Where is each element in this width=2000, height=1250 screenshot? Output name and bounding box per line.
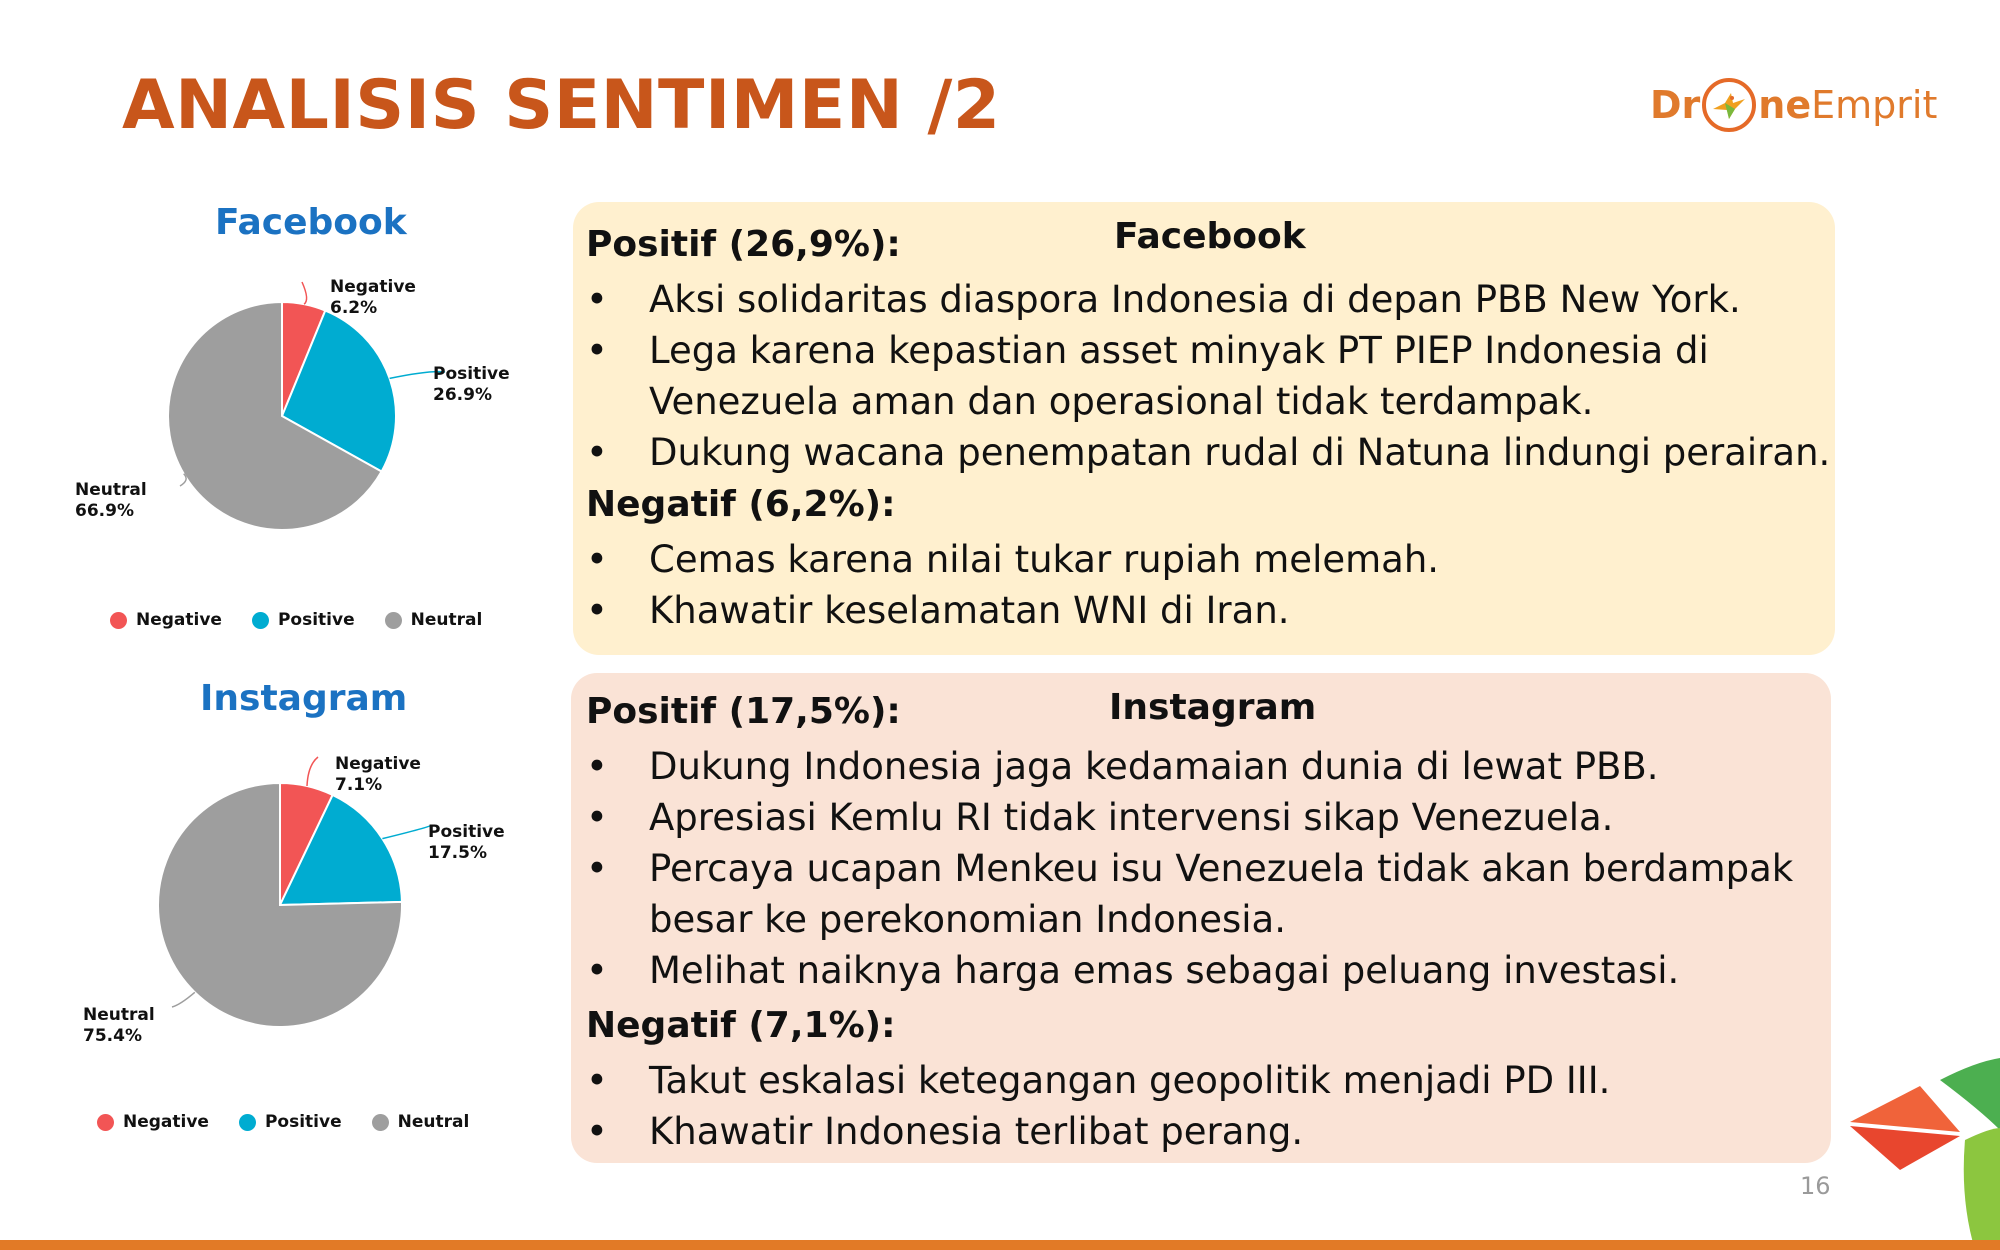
bullet-item bbox=[586, 534, 1848, 585]
facebook-negative-list bbox=[586, 534, 1848, 636]
bullet-mark: • bbox=[586, 1110, 608, 1153]
legend-positive-label: Positive bbox=[264, 1112, 342, 1132]
facebook-legend bbox=[110, 610, 482, 630]
ig-negative-label-name: Negative bbox=[335, 754, 421, 774]
neutral-dot-icon bbox=[385, 612, 402, 629]
bullet-mark: • bbox=[586, 538, 608, 581]
fb-neutral-label bbox=[75, 480, 147, 522]
fb-negative-label bbox=[330, 277, 416, 319]
instagram-positive-list bbox=[586, 741, 1846, 996]
facebook-pie-chart bbox=[60, 260, 560, 580]
fb-negative-label-value: 6.2% bbox=[330, 298, 378, 318]
ig-neutral-label-name: Neutral bbox=[83, 1005, 155, 1025]
bullet-text: Khawatir Indonesia terlibat perang. bbox=[649, 1110, 1304, 1153]
negative-dot-icon bbox=[110, 612, 127, 629]
slide-title: ANALISIS SENTIMEN /2 bbox=[122, 66, 1001, 145]
callout-line-positive bbox=[382, 825, 432, 839]
bullet-text: Takut eskalasi ketegangan geopolitik menjadi PD III. bbox=[649, 1059, 1611, 1102]
legend-item-negative bbox=[97, 1112, 209, 1132]
logo-text-dr: Dr bbox=[1650, 83, 1701, 127]
neutral-dot-icon bbox=[372, 1114, 389, 1131]
page-number: 16 bbox=[1800, 1172, 1831, 1200]
bottom-accent-bar bbox=[0, 1240, 2000, 1250]
positive-dot-icon bbox=[252, 612, 269, 629]
bullet-item bbox=[586, 792, 1846, 843]
legend-item-neutral bbox=[372, 1112, 470, 1132]
negative-dot-icon bbox=[97, 1114, 114, 1131]
bullet-text: Aksi solidaritas diaspora Indonesia di depan PBB New York. bbox=[649, 278, 1741, 321]
positive-dot-icon bbox=[239, 1114, 256, 1131]
ig-positive-label-name: Positive bbox=[428, 822, 505, 842]
facebook-positive-header: Positif (26,9%): bbox=[586, 224, 901, 265]
fb-positive-label-value: 26.9% bbox=[433, 385, 492, 405]
instagram-box-title: Instagram bbox=[1109, 687, 1317, 728]
ig-positive-label bbox=[428, 822, 505, 864]
bullet-mark: • bbox=[586, 796, 608, 839]
facebook-chart-title: Facebook bbox=[215, 202, 407, 243]
legend-item-negative bbox=[110, 610, 222, 630]
instagram-legend bbox=[97, 1112, 469, 1132]
callout-line-neutral bbox=[180, 474, 186, 486]
callout-line-neutral bbox=[172, 992, 195, 1007]
bullet-text: Khawatir keselamatan WNI di Iran. bbox=[649, 589, 1290, 632]
instagram-chart-title: Instagram bbox=[200, 678, 408, 719]
logo-text-emprit: Emprit bbox=[1811, 83, 1938, 127]
ig-neutral-label-value: 75.4% bbox=[83, 1026, 142, 1046]
instagram-negative-list bbox=[586, 1055, 1846, 1157]
callout-line-negative bbox=[302, 282, 307, 304]
legend-item-positive bbox=[239, 1112, 342, 1132]
bullet-text: Cemas karena nilai tukar rupiah melemah. bbox=[649, 538, 1440, 581]
ig-negative-label-value: 7.1% bbox=[335, 775, 383, 795]
bullet-text: Dukung wacana penempatan rudal di Natuna lindungi perairan. bbox=[649, 431, 1831, 474]
facebook-sentiment-box bbox=[573, 202, 1835, 655]
legend-neutral-label: Neutral bbox=[397, 1112, 470, 1132]
fb-neutral-label-value: 66.9% bbox=[75, 501, 134, 521]
bullet-item bbox=[586, 945, 1846, 996]
callout-line-negative bbox=[307, 757, 318, 786]
legend-negative-label: Negative bbox=[136, 610, 222, 630]
bullet-item bbox=[586, 741, 1846, 792]
facebook-negative-header: Negatif (6,2%): bbox=[586, 484, 896, 525]
legend-item-neutral bbox=[385, 610, 483, 630]
bullet-item bbox=[586, 585, 1848, 636]
instagram-sentiment-box bbox=[571, 673, 1831, 1163]
bullet-mark: • bbox=[586, 1059, 608, 1102]
legend-negative-label: Negative bbox=[123, 1112, 209, 1132]
bullet-text: Apresiasi Kemlu RI tidak intervensi sikap Venezuela. bbox=[649, 796, 1614, 839]
bullet-mark: • bbox=[586, 949, 608, 992]
fb-positive-label-name: Positive bbox=[433, 364, 510, 384]
bullet-text: Melihat naiknya harga emas sebagai peluang investasi. bbox=[649, 949, 1680, 992]
bullet-text: Lega karena kepastian asset minyak PT PIEP Indonesia di Venezuela aman dan operasional tidak terdampak. bbox=[649, 329, 1709, 423]
bullet-mark: • bbox=[586, 847, 608, 890]
ig-negative-label bbox=[335, 754, 421, 796]
bullet-mark: • bbox=[586, 745, 608, 788]
legend-item-positive bbox=[252, 610, 355, 630]
fb-neutral-label-name: Neutral bbox=[75, 480, 147, 500]
decorative-leaf-icon bbox=[1840, 1050, 2000, 1250]
instagram-positive-header: Positif (17,5%): bbox=[586, 691, 901, 732]
bullet-mark: • bbox=[586, 431, 608, 474]
facebook-positive-list bbox=[586, 274, 1848, 478]
bullet-mark: • bbox=[586, 278, 608, 321]
logo-text-ne: ne bbox=[1758, 83, 1812, 127]
fb-negative-label-name: Negative bbox=[330, 277, 416, 297]
facebook-box-title: Facebook bbox=[1114, 216, 1306, 257]
instagram-negative-header: Negatif (7,1%): bbox=[586, 1005, 896, 1046]
bullet-item bbox=[586, 1055, 1846, 1106]
bullet-mark: • bbox=[586, 329, 608, 372]
ig-positive-label-value: 17.5% bbox=[428, 843, 487, 863]
bullet-item bbox=[586, 274, 1848, 325]
bullet-text: Percaya ucapan Menkeu isu Venezuela tidak akan berdampak besar ke perekonomian Indonesia. bbox=[649, 847, 1794, 941]
bird-icon bbox=[1702, 78, 1756, 132]
fb-positive-label bbox=[433, 364, 510, 406]
bullet-item bbox=[586, 1106, 1846, 1157]
bullet-item bbox=[586, 427, 1848, 478]
bullet-item bbox=[586, 843, 1846, 945]
drone-emprit-logo bbox=[1650, 70, 1937, 140]
legend-neutral-label: Neutral bbox=[410, 610, 483, 630]
legend-positive-label: Positive bbox=[277, 610, 355, 630]
bullet-text: Dukung Indonesia jaga kedamaian dunia di lewat PBB. bbox=[649, 745, 1659, 788]
ig-neutral-label bbox=[83, 1005, 155, 1047]
bullet-item bbox=[586, 325, 1848, 427]
bullet-mark: • bbox=[586, 589, 608, 632]
